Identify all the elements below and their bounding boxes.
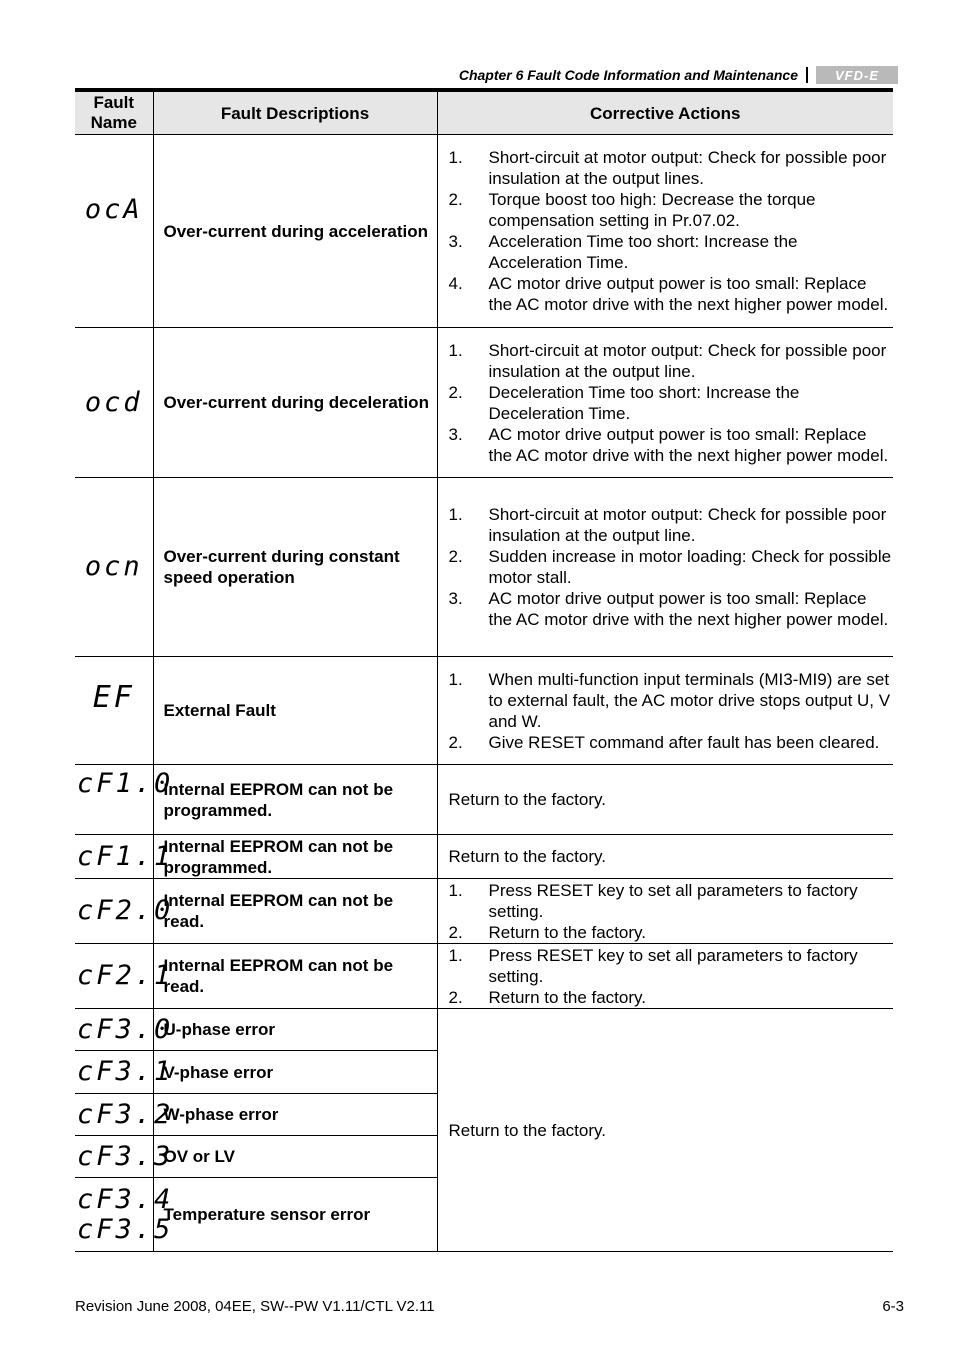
fault-code-display: cF2.1 <box>77 960 174 991</box>
fault-code-display: cF3.2 <box>77 1098 174 1130</box>
list-item: 3. AC motor drive output power is too small: Replace the AC motor drive with the next higher power model. <box>448 424 889 465</box>
corrective-action-text: Return to the factory. <box>437 835 893 879</box>
table-row <box>75 944 893 1009</box>
corrective-actions-list <box>449 147 894 315</box>
table-row <box>75 478 893 657</box>
list-item: 4. AC motor drive output power is too small: Replace the AC motor drive with the next higher power model. <box>448 274 889 314</box>
fault-description: U-phase error <box>153 1009 437 1051</box>
fault-description: Internal EEPROM can not be read. <box>153 879 437 944</box>
corrective-action-text: Return to the factory. <box>437 765 893 835</box>
list-item: 1. Short-circuit at motor output: Check for possible poor insulation at the output line. <box>448 505 887 545</box>
list-item: 1. Short-circuit at motor output: Check for possible poor insulation at the output lines. <box>448 148 887 188</box>
chapter-title: Chapter 6 Fault Code Information and Maintenance <box>458 67 798 83</box>
table-row <box>75 765 893 835</box>
list-item: 1. Press RESET key to set all parameters to factory setting. <box>448 880 858 921</box>
corrective-actions-list <box>449 880 894 943</box>
revision-text: Revision June 2008, 04EE, SW--PW V1.11/CTL V2.11 <box>75 1298 435 1315</box>
fault-code-display: cF3.3 <box>77 1140 174 1172</box>
table-row <box>75 135 893 328</box>
fault-code-display: cF3.5 <box>77 1213 174 1245</box>
fault-description: Internal EEPROM can not be programmed. <box>153 835 437 879</box>
fault-description: Over-current during constant speed operation <box>153 478 437 657</box>
list-item: 1. Short-circuit at motor output: Check for possible poor insulation at the output line. <box>448 340 887 381</box>
fault-code-display: ocd <box>84 386 143 418</box>
list-item: 2. Give RESET command after fault has been cleared. <box>448 732 880 752</box>
table-row <box>75 879 893 944</box>
corrective-actions-list <box>449 945 894 1008</box>
fault-code-display: cF3.0 <box>77 1013 174 1045</box>
list-item: 1. When multi-function input terminals (MI3-MI9) are set to external fault, the AC motor drive stops output U, V and W. <box>448 669 891 731</box>
table-row <box>75 657 893 765</box>
corrective-actions-list <box>449 669 894 753</box>
fault-code-display: cF3.1 <box>77 1056 174 1087</box>
fault-code-display: ocA <box>84 194 143 225</box>
brand-logo: VFD-E <box>816 66 898 84</box>
col-header-corrective-actions: Corrective Actions <box>437 90 893 135</box>
table-header-row <box>75 90 893 135</box>
table-row <box>75 835 893 879</box>
corrective-action-text: Return to the factory. <box>437 1009 893 1252</box>
fault-description: W-phase error <box>153 1094 437 1136</box>
list-item: 2. Sudden increase in motor loading: Check for possible motor stall. <box>448 547 892 587</box>
col-header-fault-name: Fault Name <box>75 90 153 135</box>
fault-description: External Fault <box>153 657 437 765</box>
page-footer <box>75 1298 904 1315</box>
list-item: 2. Return to the factory. <box>448 987 646 1007</box>
page-number: 6-3 <box>882 1298 904 1315</box>
fault-code-display: cF1.1 <box>77 840 174 872</box>
corrective-actions-list <box>449 504 894 630</box>
col-header-fault-descriptions: Fault Descriptions <box>153 90 437 135</box>
fault-code-display: cF3.4 <box>77 1183 174 1215</box>
list-item: 2. Torque boost too high: Decrease the torque compensation setting in Pr.07.02. <box>448 190 816 230</box>
table-row <box>75 328 893 478</box>
fault-description: Temperature sensor error <box>153 1178 437 1252</box>
list-item: 2. Deceleration Time too short: Increase the Deceleration Time. <box>448 382 800 423</box>
fault-description: Over-current during acceleration <box>153 135 437 328</box>
fault-code-display: cF2.0 <box>77 895 174 926</box>
table-row <box>75 1009 893 1051</box>
fault-code-display: cF1.0 <box>77 768 174 799</box>
list-item: 3. Acceleration Time too short: Increase the Acceleration Time. <box>448 232 798 272</box>
corrective-actions-list <box>449 340 894 466</box>
list-item: 3. AC motor drive output power is too small: Replace the AC motor drive with the next higher power model. <box>448 589 889 629</box>
fault-description: Internal EEPROM can not be programmed. <box>153 765 437 835</box>
list-item: 2. Return to the factory. <box>448 922 646 942</box>
fault-description: V-phase error <box>153 1051 437 1094</box>
list-item: 1. Press RESET key to set all parameters to factory setting. <box>448 945 858 986</box>
fault-code-table <box>75 88 893 1252</box>
fault-code-display: EF <box>92 680 135 715</box>
fault-description: Internal EEPROM can not be read. <box>153 944 437 1009</box>
fault-description: OV or LV <box>153 1136 437 1178</box>
fault-description: Over-current during deceleration <box>153 328 437 478</box>
header-divider <box>806 67 808 83</box>
page-header <box>459 66 898 84</box>
fault-code-display: ocn <box>84 551 143 582</box>
